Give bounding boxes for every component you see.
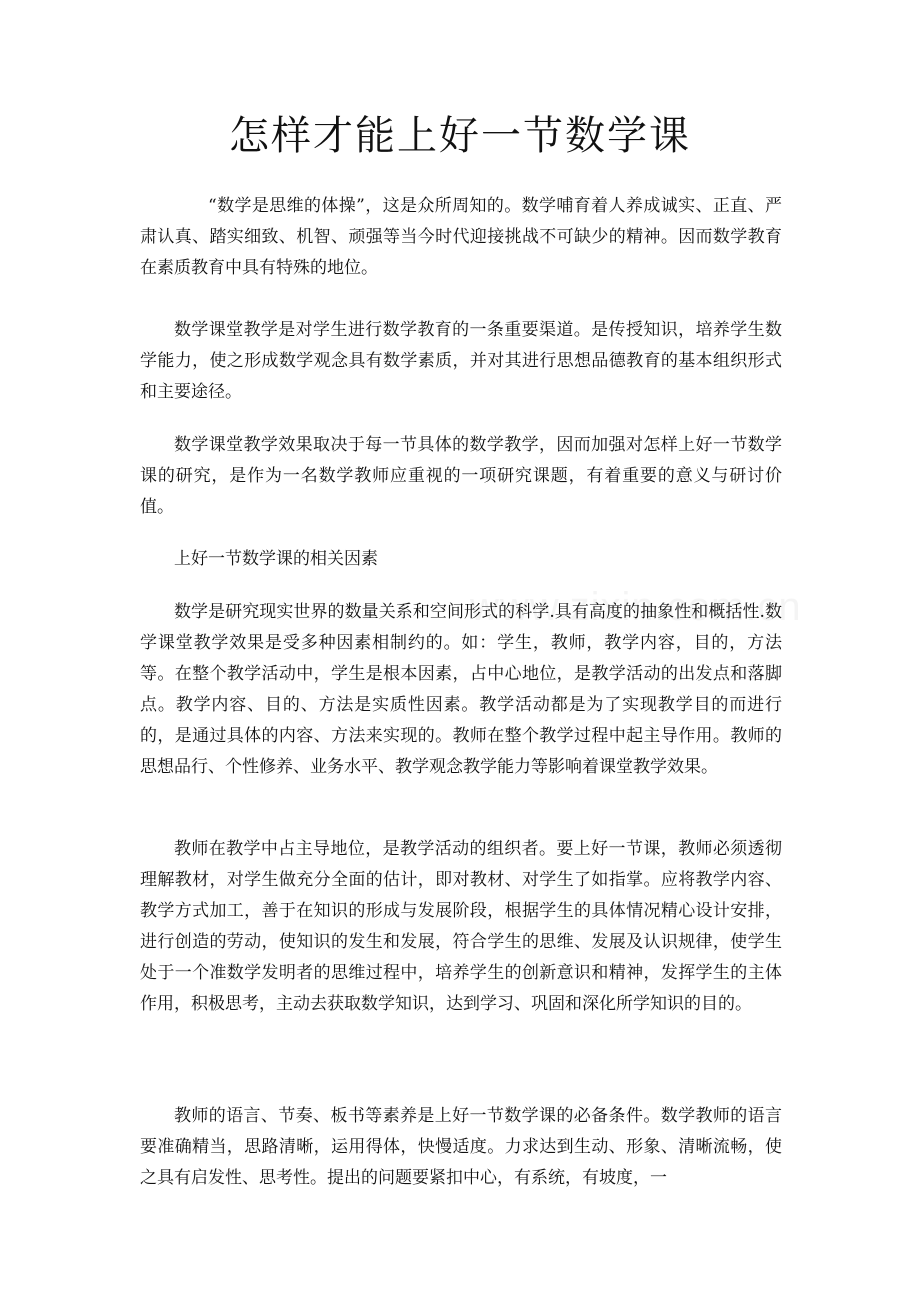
paragraph-intro: “数学是思维的体操”，这是众所周知的。数学哺育着人养成诚实、正直、严肃认真、踏实细致、机智、顽强等当今时代迎接挑战不可缺少的精神。因而数学教育在素质教育中具有特殊的地位。 [140,196,782,278]
document-title: 怎样才能上好一节数学课 [229,113,691,159]
paragraph-teacher-role: 教师在教学中占主导地位，是教学活动的组织者。要上好一节课，教师必须透彻理解教材，对学生做充分全面的估计，即对教材、对学生了如指掌。应将教学内容、教学方式加工，善于在知识的形成与发展阶段，根据学生的具体情况精心设计安排，进行创造的劳动，使知识的发生和发展，符合学生的思维、发展及认识规律，使学生处于一个准数学发明者的思维过程中，培养学生的创新意识和精神，发挥学生的主体作用，积极思考，主动去获取数学知识，达到学习、巩固和深化所学知识的目的。 [140,839,782,1014]
paragraph-factors: 数学是研究现实世界的数量关系和空间形式的科学.具有高度的抽象性和概括性.数学课堂教学效果是受多种因素相制约的。如：学生，教师，教学内容，目的，方法等。在整个教学活动中，学生是根本因素，占中心地位，是教学活动的出发点和落脚点。教学内容、目的、方法是实质性因素。教学活动都是为了实现教学目的而进行的，是通过具体的内容、方法来实现的。教师在整个教学过程中起主导作用。教师的思想品行、个性修养、业务水平、教学观念教学能力等影响着课堂教学效果。 [140,602,782,777]
paragraph-teaching-effect: 数学课堂教学效果取决于每一节具体的数学教学，因而加强对怎样上好一节数学课的研究，是作为一名数学教师应重视的一项研究课题，有着重要的意义与研讨价值。 [140,435,782,517]
section-heading: 上好一节数学课的相关因素 [174,549,378,569]
paragraph-classroom-teaching: 数学课堂教学是对学生进行数学教育的一条重要渠道。是传授知识，培养学生数学能力，使之形成数学观念具有数学素质，并对其进行思想品德教育的基本组织形式和主要途径。 [140,320,782,402]
paragraph-teacher-language: 教师的语言、节奏、板书等素养是上好一节数学课的必备条件。数学教师的语言要准确精当，思路清晰，运用得体，快慢适度。力求达到生动、形象、清晰流畅，使之具有启发性、思考性。提出的问题要紧扣中心，有系统，有坡度，一 [140,1106,782,1188]
